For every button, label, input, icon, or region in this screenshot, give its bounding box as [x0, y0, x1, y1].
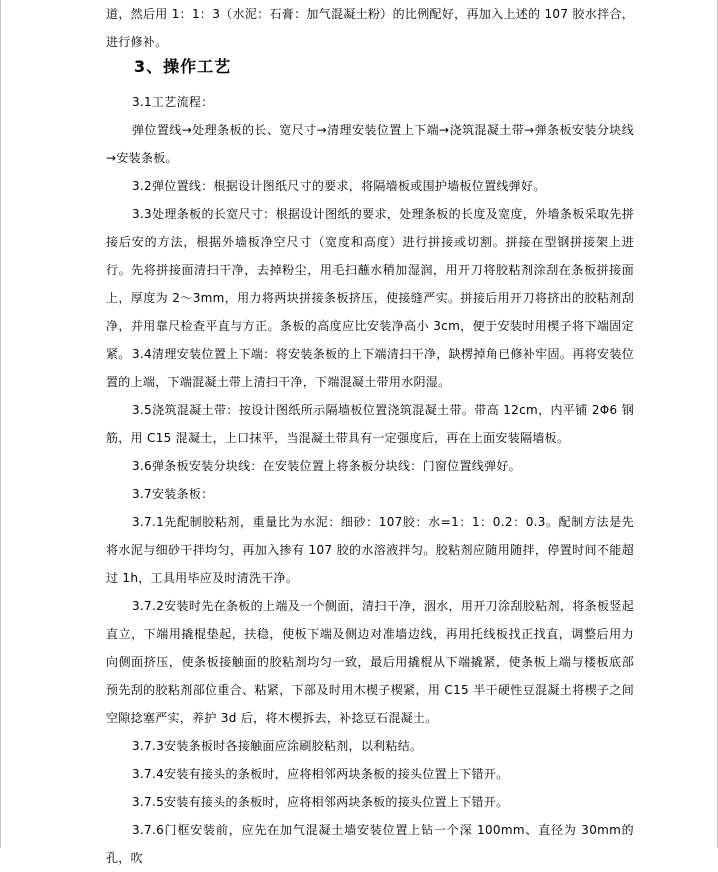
paragraph-3-7-1: 3.7.1先配制胶粘剂，重量比为水泥：细砂：107胶：水=1：1：0.2：0.3。配制方法是先将水泥与细砂干拌均匀，再加入掺有 107 胶的水溶液拌匀。胶粘剂应随用随拌，停置时间不能超过 1h，工具用毕应及时清洗干净。: [106, 515, 634, 585]
paragraph-process: 弹位置线→处理条板的长、宽尺寸→清理安装位置上下端→浇筑混凝土带→弹条板安装分块线→安装条板。: [106, 123, 634, 165]
paragraph-3-5: 3.5浇筑混凝土带：按设计图纸所示隔墙板位置浇筑混凝土带。带高 12cm，内平铺 2Φ6 钢筋，用 C15 混凝土，上口抹平，当混凝土带具有一定强度后，再在上面安装隔墙板。: [106, 403, 634, 445]
page-border-left: [0, 0, 1, 848]
section-heading: 3、操作工艺: [134, 57, 232, 76]
paragraph-3-2: 3.2弹位置线：根据设计图纸尺寸的要求，将隔墙板或围护墙板位置线弹好。: [132, 179, 546, 193]
paragraph-3-7-6: 3.7.6门框安装前，应先在加气混凝土墙安装位置上钻一个深 100mm、直径为 30mm的孔，吹: [106, 823, 634, 865]
paragraph-3-4: 3.4清理安装位置上下端：将安装条板的上下端清扫干净，缺楞掉角已修补牢固。再将安装位置的上端，下端混凝土带上清扫干净，下端混凝土带用水阴湿。: [106, 347, 634, 389]
paragraph-3-7: 3.7安装条板：: [132, 487, 214, 501]
intro-paragraph-tail: 道，然后用 1：1：3（水泥：石膏：加气混凝土粉）的比例配好，再加入上述的 107 胶水拌合，进行修补。: [106, 7, 634, 49]
paragraph-3-7-4: 3.7.4安装有接头的条板时，应将相邻两块条板的接头位置上下错开。: [132, 767, 509, 781]
paragraph-3-7-5: 3.7.5安装有接头的条板时，应将相邻两块条板的接头位置上下错开。: [132, 795, 509, 809]
paragraph-3-7-2: 3.7.2安装时先在条板的上端及一个侧面，清扫干净，洇水，用开刀涂刮胶粘剂，将条板竖起直立，下端用撬棍垫起，扶稳，使板下端及侧边对准墙边线，再用托线板找正找直，调整后用力向侧面挤压，使条板接触面的胶粘剂均匀一致，最后用撬棍从下端撬紧，使条板上端与楼板底部预先刮的胶粘剂部位重合、粘紧，下部及时用木楔子楔紧，用 C15 半干硬性豆混凝土将楔子之间空隙捻塞严实，养护 3d 后，将木楔拆去，补捻豆石混凝土。: [106, 599, 634, 725]
paragraph-3-7-3: 3.7.3安装条板时各接触面应涂刷胶粘剂，以利粘结。: [132, 739, 423, 753]
paragraph-3-3: 3.3处理条板的长宽尺寸：根据设计图纸的要求，处理条板的长度及宽度，外墙条板采取先拼接后安的方法，根据外墙板净空尺寸（宽度和高度）进行拼接或切割。拼接在型钢拼接架上进行。先将拼接面清扫干净，去掉粉尘，用毛扫蘸水稍加湿润，用开刀将胶粘剂涂刮在条板拼接面上，厚度为 2～3mm，用力将两块拼接条板挤压，使接缝严实。拼接后用开刀将挤出的胶粘剂刮净，并用靠尺检查平直与方正。条板的高度应比安装净高小 3cm，便于安装时用楔子将下端固定紧。: [106, 207, 634, 361]
paragraph-3-1: 3.1工艺流程：: [132, 95, 214, 109]
paragraph-3-6: 3.6弹条板安装分块线：在安装位置上将条板分块线：门窗位置线弹好。: [132, 459, 521, 473]
